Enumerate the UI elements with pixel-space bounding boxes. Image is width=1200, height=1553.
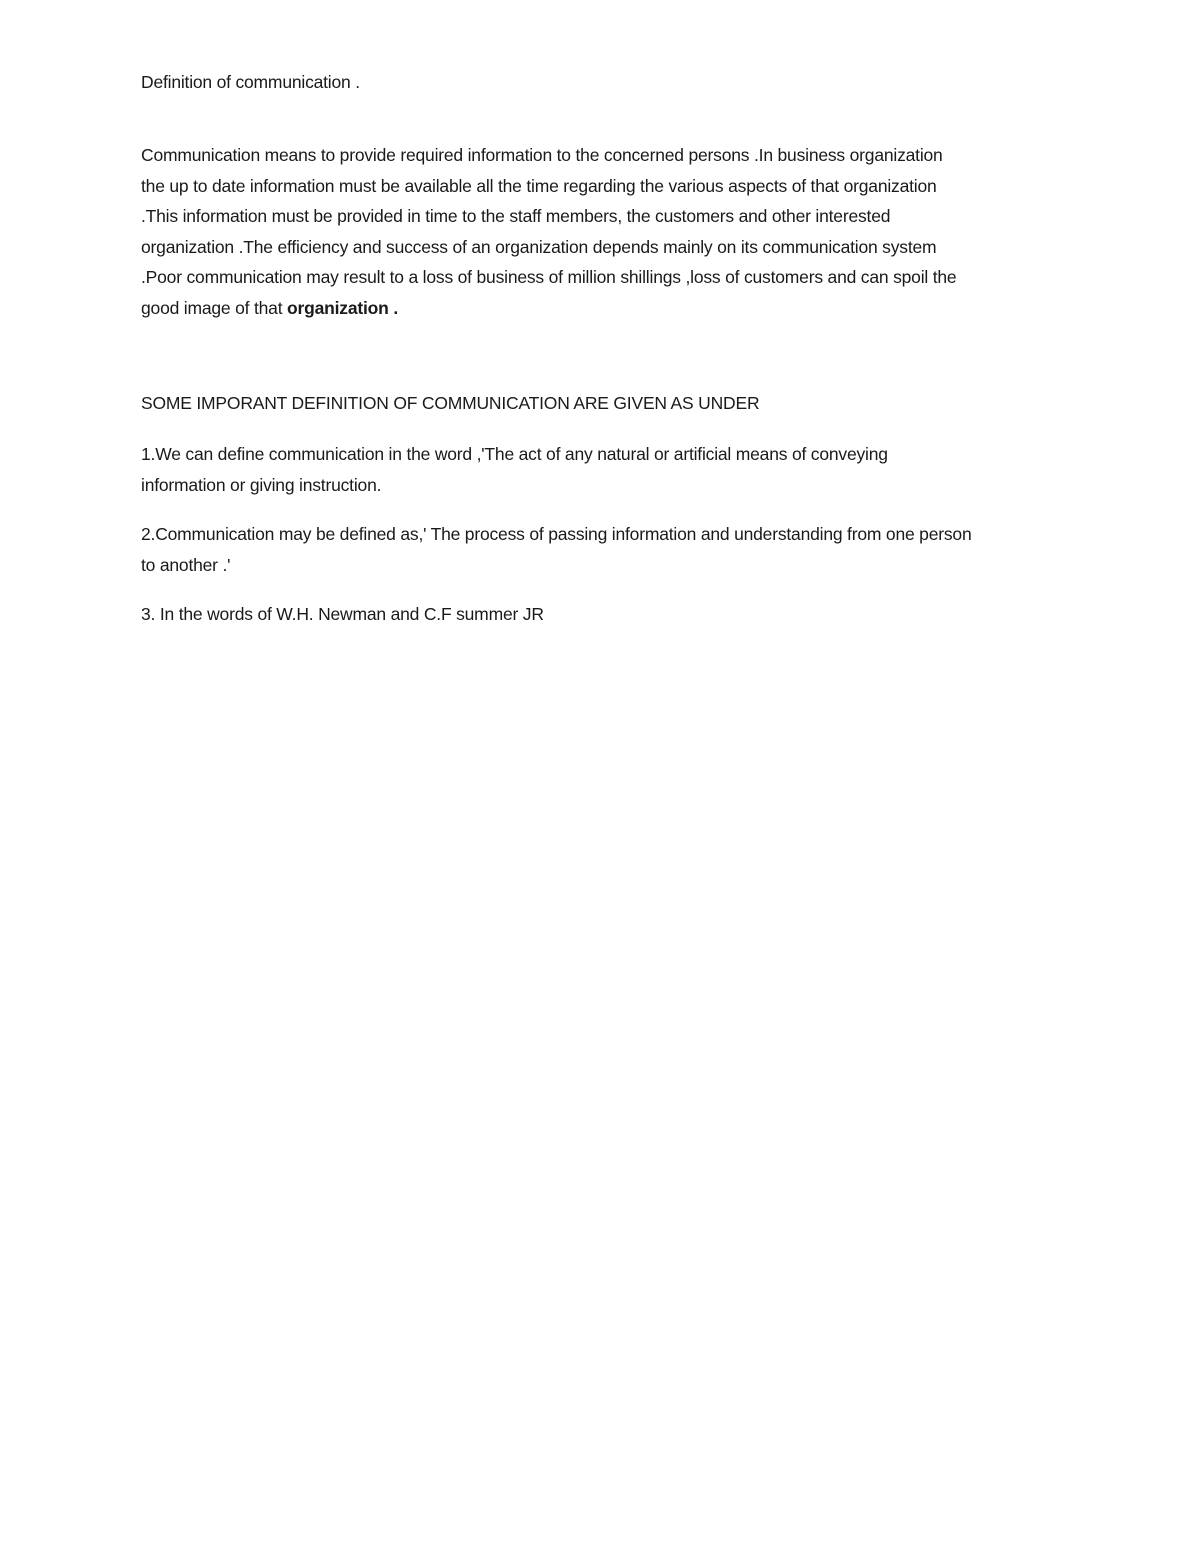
section-heading: SOME IMPORANT DEFINITION OF COMMUNICATION ARE GIVEN AS UNDER (141, 393, 760, 413)
intro-paragraph (141, 140, 956, 323)
definition-line: 2.Communication may be defined as,' The process of passing information and understanding from one person (141, 524, 972, 544)
definition-1 (141, 439, 888, 500)
intro-last-text: good image of that (141, 297, 288, 318)
intro-last-bold-text: organization . (287, 297, 398, 318)
definition-line: information or giving instruction. (141, 474, 382, 495)
definition-line: to another .' (141, 554, 231, 575)
intro-line-last (141, 293, 956, 324)
definition-line: 3. In the words of W.H. Newman and C.F summer JR (141, 604, 544, 624)
definition-line: 1.We can define communication in the word ,'The act of any natural or artificial means of conveying (141, 444, 888, 464)
intro-line: .This information must be provided in time to the staff members, the customers and other interested (141, 206, 891, 226)
intro-line: the up to date information must be available all the time regarding the various aspects of that organization (141, 175, 937, 196)
intro-line: organization .The efficiency and success of an organization depends mainly on its communication system (141, 236, 937, 257)
intro-line: .Poor communication may result to a loss of business of million shillings ,loss of customers and can spoil the (141, 267, 957, 287)
document-title: Definition of communication . (141, 72, 360, 92)
definition-2 (141, 519, 972, 580)
intro-line: Communication means to provide required information to the concerned persons .In business organization (141, 145, 943, 165)
definition-3 (141, 599, 544, 630)
